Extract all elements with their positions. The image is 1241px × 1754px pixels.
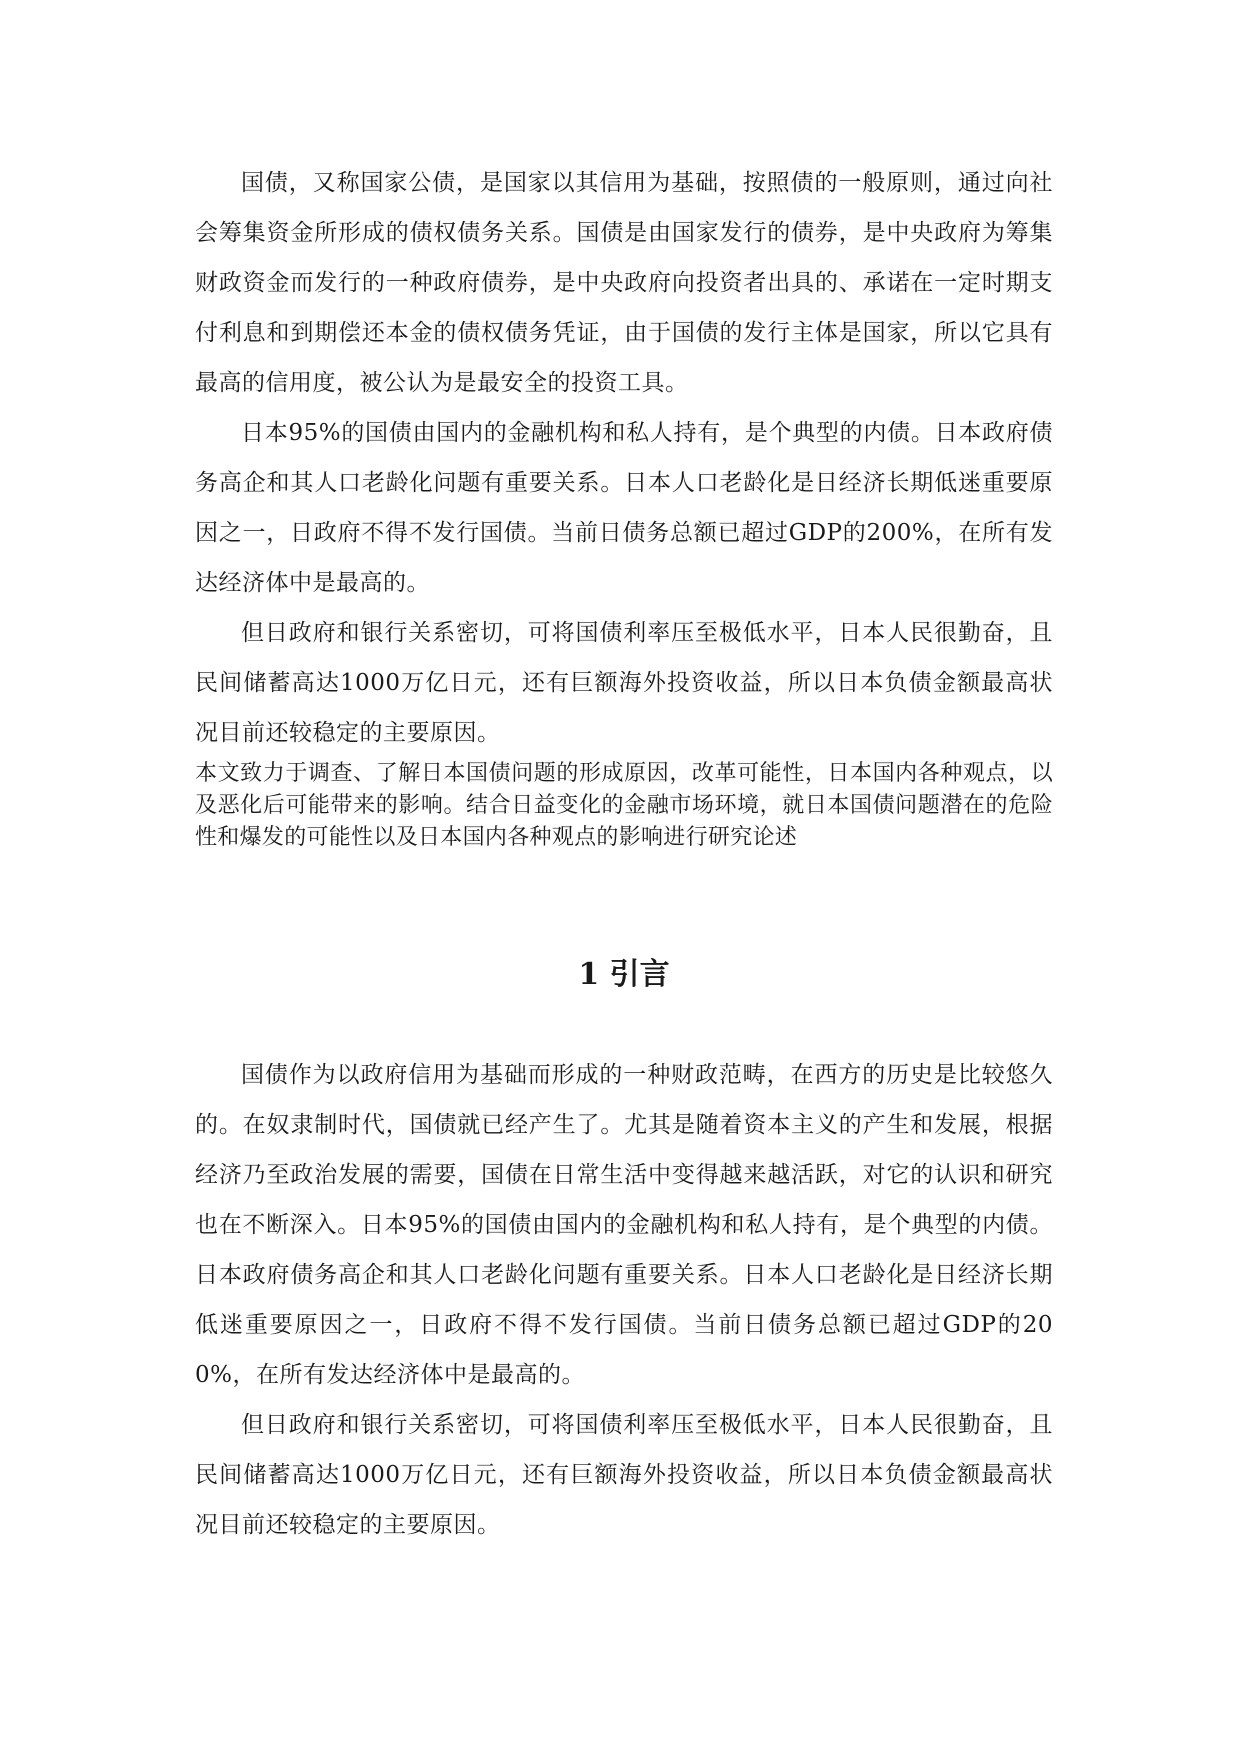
section-paragraph-1: 国债作为以政府信用为基础而形成的一种财政范畴，在西方的历史是比较悠久的。在奴隶制时代，国债就已经产生了。尤其是随着资本主义的产生和发展，根据经济乃至政治发展的需要，国债在日常生活中变得越来越活跃，对它的认识和研究也在不断深入。日本95%的国债由国内的金融机构和私人持有，是个典型的内债。日本政府债务高企和其人口老龄化问题有重要关系。日本人口老龄化是日经济长期低迷重要原因之一，日政府不得不发行国债。当前日债务总额已超过GDP的200%，在所有发达经济体中是最高的。 xyxy=(195,1062,1053,1388)
summary-paragraph: 本文致力于调查、了解日本国债问题的形成原因，改革可能性，日本国内各种观点，以及恶化后可能带来的影响。结合日益变化的金融市场环境，就日本国债问题潜在的危险性和爆发的可能性以及日本国内各种观点的影响进行研究论述 xyxy=(195,761,1053,850)
section-body xyxy=(195,1050,1053,1550)
intro-paragraph-1: 国债，又称国家公债，是国家以其信用为基础，按照债的一般原则，通过向社会筹集资金所形成的债权债务关系。国债是由国家发行的债券，是中央政府为筹集财政资金而发行的一种政府债券，是中央政府向投资者出具的、承诺在一定时期支付利息和到期偿还本金的债权债务凭证，由于国债的发行主体是国家，所以它具有最高的信用度，被公认为是最安全的投资工具。 xyxy=(195,170,1053,396)
intro-paragraph-2: 日本95%的国债由国内的金融机构和私人持有，是个典型的内债。日本政府债务高企和其人口老龄化问题有重要关系。日本人口老龄化是日经济长期低迷重要原因之一，日政府不得不发行国债。当前日债务总额已超过GDP的200%，在所有发达经济体中是最高的。 xyxy=(195,420,1053,596)
section-paragraph-2: 但日政府和银行关系密切，可将国债利率压至极低水平，日本人民很勤奋，且民间储蓄高达1000万亿日元，还有巨额海外投资收益，所以日本负债金额最高状况目前还较稳定的主要原因。 xyxy=(195,1412,1053,1538)
intro-paragraph-3: 但日政府和银行关系密切，可将国债利率压至极低水平，日本人民很勤奋，且民间储蓄高达1000万亿日元，还有巨额海外投资收益，所以日本负债金额最高状况目前还较稳定的主要原因。 xyxy=(195,620,1053,746)
intro-section xyxy=(195,158,1053,854)
section-heading: 1 引言 xyxy=(578,957,670,992)
